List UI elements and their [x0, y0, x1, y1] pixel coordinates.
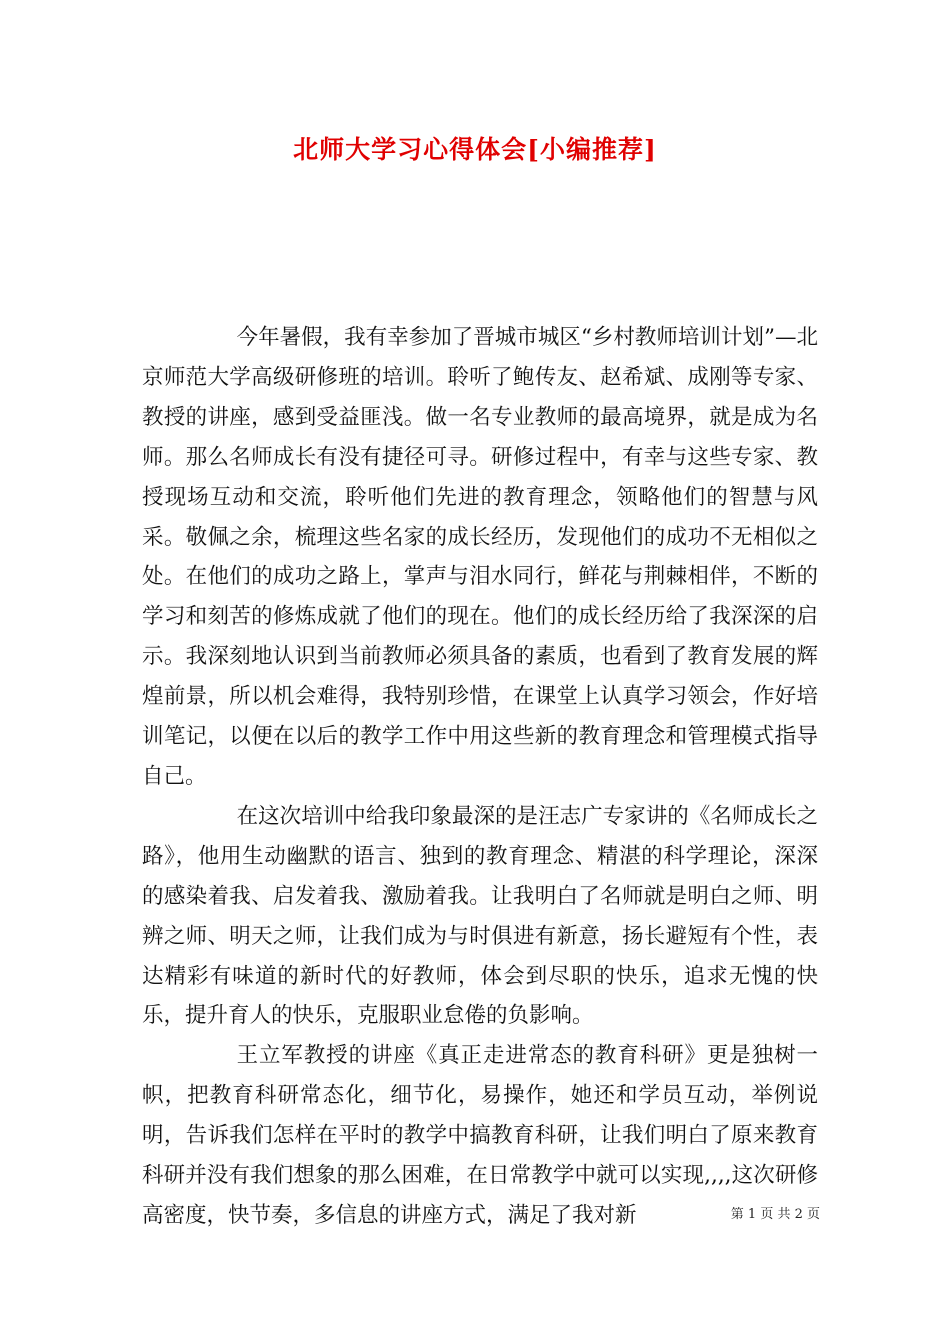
paragraph-2: 在这次培训中给我印象最深的是汪志广专家讲的《名师成长之路》，他用生动幽默的语言、独到的教育理念、精湛的科学理论，深深的感染着我、启发着我、激励着我。让我明白了名师就是明白之师、明辨之师、明天之师，让我们成为与时俱进有新意，扬长避短有个性，表达精彩有味道的新时代的好教师，体会到尽职的快乐，追求无愧的快乐，提升育人的快乐，克服职业怠倦的负影响。 — [142, 803, 818, 1029]
page-number-footer: 第 1 页 共 2 页 — [730, 1207, 820, 1222]
paragraph-1: 今年暑假，我有幸参加了晋城市城区“乡村教师培训计划”—北京师范大学高级研修班的培训。聆听了鲍传友、赵希斌、成刚等专家、教授的讲座，感到受益匪浅。做一名专业教师的最高境界，就是成为名师。那么名师成长有没有捷径可寻。研修过程中，有幸与这些专家、教授现场互动和交流，聆听他们先进的教育理念，领略他们的智慧与风采。敬佩之余，梳理这些名家的成长经历，发现他们的成功不无相似之处。在他们的成功之路上，掌声与泪水同行，鲜花与荆棘相伴，不断的学习和刻苦的修炼成就了他们的现在。他们的成长经历给了我深深的启示。我深刻地认识到当前教师必须具备的素质，也看到了教育发展的辉煌前景，所以机会难得，我特别珍惜，在课堂上认真学习领会，作好培训笔记，以便在以后的教学工作中用这些新的教育理念和管理模式指导自己。 — [142, 325, 818, 789]
document-body — [142, 318, 818, 1236]
page-title: 北师大学习心得体会[小编推荐] — [293, 135, 657, 164]
paragraph-3: 王立军教授的讲座《真正走进常态的教育科研》更是独树一帜，把教育科研常态化，细节化，易操作，她还和学员互动，举例说明，告诉我们怎样在平时的教学中搞教育科研，让我们明白了原来教育科研并没有我们想象的那么困难，在日常教学中就可以实现,,,,这次研修高密度，快节奏，多信息的讲座方式，满足了我对新 — [142, 1043, 818, 1228]
